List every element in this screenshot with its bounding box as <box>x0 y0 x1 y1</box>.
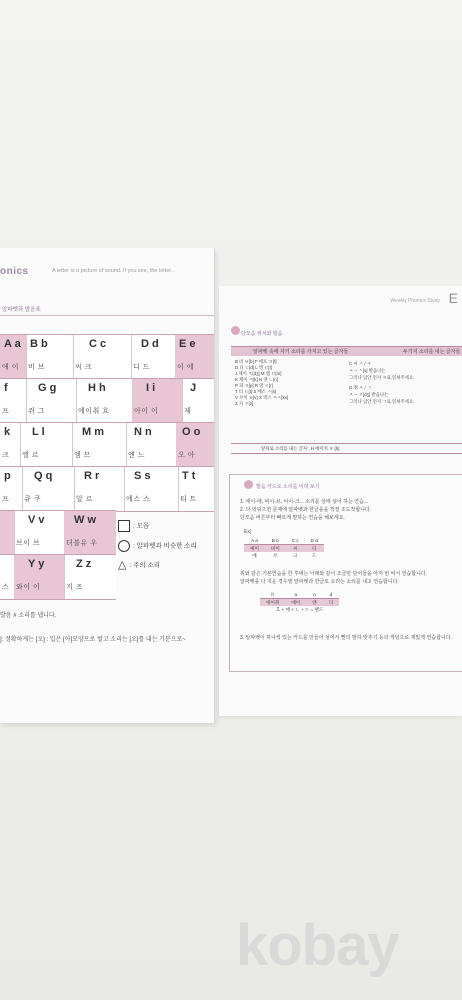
letter-cell <box>74 467 125 511</box>
header-title: onics <box>0 266 29 277</box>
letter-sounds: 제 <box>184 408 192 415</box>
letter-pair: T t <box>182 470 196 482</box>
letter-cell <box>14 555 65 599</box>
table-row: T 티 ㅌ[t] S 에스 ㅅ[s] <box>235 389 277 394</box>
table-cell: 흐 + 애 + ㄴ + ㄷ = 핸드 <box>275 606 324 612</box>
square-icon <box>118 520 130 532</box>
legend-vowel <box>118 520 149 532</box>
example-table <box>244 537 324 559</box>
letter-pair: J <box>190 382 197 394</box>
alphabet-row <box>0 334 214 380</box>
letter-pair: Y y <box>28 558 45 570</box>
table-row: 그러나 입안 먼저 ㄱ로 읽혀주세요. <box>349 399 415 404</box>
letter-cell <box>131 335 176 379</box>
letter-pair: M m <box>82 426 104 438</box>
letter-cell <box>176 423 214 467</box>
letter-cell <box>73 335 132 379</box>
letter-pair: V v <box>28 514 45 526</box>
table-row <box>260 591 339 599</box>
letter-pair: A a <box>4 338 21 350</box>
table-cell: C c <box>286 537 305 545</box>
table-row <box>260 599 339 607</box>
table-row: D 디 ㄷ[d] L 엘 ㄹ[l] <box>235 365 272 370</box>
letter-pair: W w <box>74 514 96 526</box>
letter-pair: L l <box>32 426 45 438</box>
letter-sounds: 프 <box>2 408 10 415</box>
table-row: P 피 ㅍ[p] R 알 ㄹ[r] <box>235 383 273 388</box>
table-cell: 드 <box>312 552 317 558</box>
letter-sounds: 지 즈 <box>66 584 83 591</box>
paragraph: 3. 알파벳이 하나씩 있는 카드를 만들어 섞어서 빨리 말하 맞추기 등의 게임으로 재밌게 연습합니다. <box>240 635 452 641</box>
letter-sounds: 쥐 그 <box>28 408 45 415</box>
letter-cell <box>0 423 21 467</box>
table-cell: 디 <box>323 599 339 607</box>
table-header <box>231 347 462 356</box>
table-header-cell: 두가지 소리를 내는 글자들 <box>403 349 461 355</box>
letter-sounds: 엔 느 <box>128 452 145 459</box>
watermark-logo: kobay <box>236 913 399 978</box>
letter-cell <box>178 467 214 511</box>
page-header: Weekly Phonics Study <box>390 298 440 304</box>
letter-pair: f <box>4 382 8 394</box>
paragraph: 2. 다 외워으면 문제에 알파벳과 한글을을 적절 조도작합니다. <box>240 507 372 513</box>
table-row <box>244 552 324 559</box>
letter-sounds: 이 에 <box>177 364 194 371</box>
letter-pair: O o <box>182 426 201 438</box>
paragraph: 1. 에이-애, 비이-브, 씨이-크... 소리를 상태 넣어 하는 연습... <box>240 499 368 505</box>
legend-label: : 모음 <box>133 522 150 530</box>
letter-sounds: 애 이 <box>2 364 19 371</box>
alphabet-row <box>0 554 116 600</box>
letter-cell <box>0 467 23 511</box>
example-label: Ex) <box>244 529 252 535</box>
table-cell: d <box>323 591 339 599</box>
legend-label: : 주의 소리 <box>129 562 161 569</box>
practice-title: 발음 카드로 소리를 익혀 보기 <box>256 484 320 490</box>
letter-sounds: 티 트 <box>180 496 197 503</box>
legend-caution <box>118 560 160 570</box>
letter-sounds: 디 드 <box>133 364 150 371</box>
example-table <box>260 591 339 613</box>
letter-cell <box>0 511 15 555</box>
letter-pair: D d <box>141 338 159 350</box>
table-row: 그러나 입안 먼저 ㅋ로 읽혀주세요. <box>349 375 415 380</box>
table-row: ㅈ -- ㅈ[dʒ] 발음나는 <box>349 392 389 397</box>
table-cell: 브 <box>273 552 278 558</box>
letter-sounds: 와이 이 <box>16 584 41 591</box>
consonant-table <box>231 346 462 454</box>
section-title: 단모음 위치와 발음 <box>241 331 283 337</box>
letter-sounds: 더블유 우 <box>66 540 98 547</box>
letter-cell <box>76 379 133 423</box>
letter-cell <box>0 335 27 379</box>
letter-pair: I i <box>146 382 156 394</box>
letter-sounds: 스 <box>2 584 10 591</box>
footer-note: 발음 # 소리를 냅니다. <box>0 613 57 619</box>
letter-sounds: 에스 스 <box>126 496 151 503</box>
table-cell: 엔 <box>306 599 322 607</box>
letter-sounds: 크 <box>2 452 10 459</box>
letter-cell <box>0 379 27 423</box>
table-row <box>260 606 339 613</box>
table-cell: 크 <box>293 552 298 558</box>
letter-cell <box>182 379 214 423</box>
header-subtitle: A letter is a picture of sound. If you see, the letter... <box>52 268 176 274</box>
letter-sounds: 큐 쿠 <box>24 496 41 503</box>
legend-similar <box>118 540 197 552</box>
paragraph: 알파벳을 다 지운 경우엔 알파벳과 한글로 소리는 소리를 내고 연습합니다. <box>240 579 399 585</box>
letter-cell <box>14 511 65 555</box>
letter-cell <box>64 555 116 599</box>
letter-cell <box>72 423 127 467</box>
letter-sounds: 엘 르 <box>22 452 39 459</box>
table-summary-row <box>231 443 462 453</box>
letter-sounds: 비 브 <box>28 364 45 371</box>
letter-pair: S s <box>134 470 151 482</box>
table-row: ㅆ -- ㅅ[s] 발음나는 <box>349 368 386 373</box>
letter-cell <box>0 555 15 599</box>
letter-sounds: 브이 브 <box>16 540 41 547</box>
table-summary: 앞뒤로 소리를 내는 글자 : H 에이치 ㅎ [h] <box>261 446 340 451</box>
table-row: C 씨 ㅅ / ㅋ <box>349 361 371 366</box>
right-page <box>219 286 462 716</box>
table-cell: A a <box>244 537 265 545</box>
letter-pair: R r <box>84 470 100 482</box>
table-row <box>244 537 324 545</box>
page-corner-mark: E <box>448 290 458 306</box>
triangle-icon: △ <box>118 559 127 572</box>
table-row <box>244 545 324 553</box>
footer-note: ]: 정확하게는 [오] : 입은 [아]모양으로 벌고 소리는 [오]를 내는 기분으로~ <box>0 637 186 643</box>
letter-pair: p <box>4 470 11 482</box>
letter-pair: B b <box>30 338 48 350</box>
letter-cell <box>26 379 77 423</box>
letter-sounds: 오 아 <box>178 452 195 459</box>
letter-cell <box>20 423 73 467</box>
divider <box>0 315 214 316</box>
letter-sounds: 아이 이 <box>134 408 159 415</box>
alphabet-row <box>0 378 214 424</box>
table-header-cell: 알파벳 속에 자기 소리를 가지고 있는 글자들 <box>253 349 349 355</box>
legend-label: : 알파벳과 비슷한 소리 <box>133 542 197 550</box>
table-row: G 쥐 ㅈ / ㄱ <box>349 385 372 390</box>
left-page <box>0 248 215 723</box>
table-row: K 케이 ㅋ[k] N 엔 ㄴ[n] <box>235 377 278 382</box>
letter-pair: Z z <box>76 558 92 570</box>
table-row: J 제이 ㅈ[dʒ] M 엠 ㅁ[m] <box>235 371 282 376</box>
table-cell: h <box>260 591 285 599</box>
table-row: V 브이 ㅂ[v] X 엑스 ㅋㅅ[ks] <box>235 395 289 400</box>
paragraph: 단모음 버튼부터 빠르게 말하는 연습을 해보세요. <box>240 515 345 521</box>
flower-icon <box>244 480 253 489</box>
flower-icon <box>231 326 240 335</box>
table-row: Z 지 ㅈ[z] <box>235 401 254 406</box>
letter-pair: E e <box>179 338 196 350</box>
letter-pair: G g <box>38 382 57 394</box>
letter-sounds: 엠 므 <box>74 452 91 459</box>
table-cell: 씨 <box>286 545 305 553</box>
table-cell: a <box>285 591 306 599</box>
table-cell: 애이 <box>244 545 265 553</box>
table-row: B 비 ㅂ[b] F 에프 ㅍ[f] <box>235 359 277 364</box>
letter-sounds: 씨 크 <box>75 364 92 371</box>
table-cell: 디 <box>305 545 324 553</box>
alphabet-row <box>0 466 214 512</box>
table-cell: D d <box>305 537 324 545</box>
letter-sounds: 에이취 흐 <box>78 408 110 415</box>
letter-pair: C c <box>89 338 107 350</box>
letter-cell <box>22 467 75 511</box>
letter-pair: k <box>4 426 11 438</box>
letter-cell <box>126 423 177 467</box>
paragraph: 위와 같은 기본연습을 한 후에는 아래와 같이 조금만 단어들을 아끼 번 써서 연습합니다. <box>240 571 428 577</box>
alphabet-row <box>0 510 116 556</box>
letter-cell <box>124 467 179 511</box>
letter-cell <box>175 335 214 379</box>
letter-cell <box>132 379 183 423</box>
circle-icon <box>118 540 130 552</box>
letter-cell <box>64 511 116 555</box>
letter-sounds: 프 <box>2 496 10 503</box>
table-cell: 비이 <box>265 545 286 553</box>
letter-pair: H h <box>88 382 106 394</box>
alphabet-row <box>0 422 214 468</box>
table-cell: 애 <box>252 552 257 558</box>
section-title: 알파벳과 발음표 <box>2 307 41 313</box>
letter-pair: Q q <box>34 470 53 482</box>
letter-cell <box>26 335 74 379</box>
table-cell: B b <box>265 537 286 545</box>
table-cell: n <box>306 591 322 599</box>
left-page-header <box>0 248 214 290</box>
practice-box <box>229 474 462 672</box>
table-cell: 에이취 <box>260 599 285 607</box>
letter-pair: N n <box>134 426 152 438</box>
letter-sounds: 알 르 <box>76 496 93 503</box>
table-cell: 애이 <box>285 599 306 607</box>
